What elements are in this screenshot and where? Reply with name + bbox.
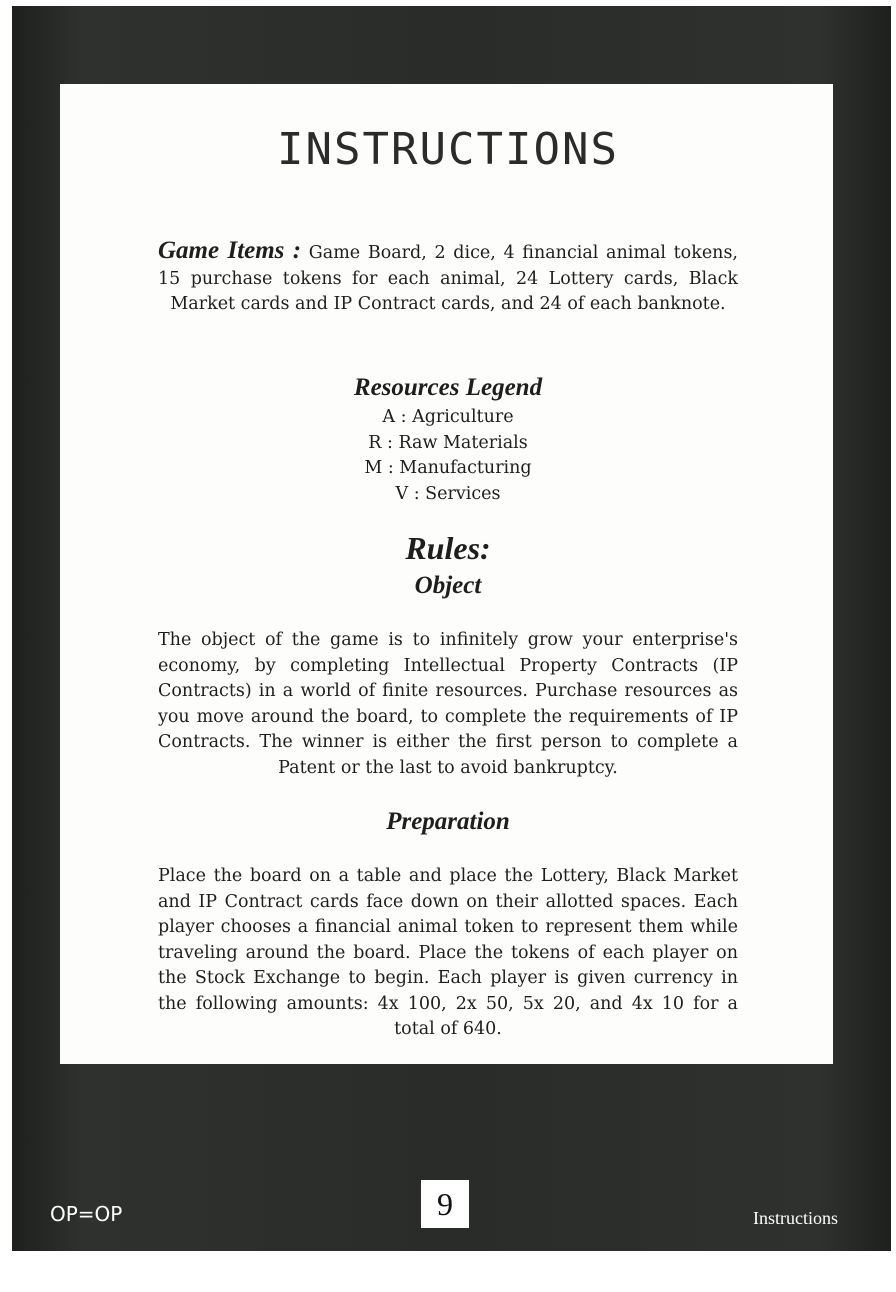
rules-heading: Rules:	[405, 530, 491, 566]
object-heading: Object	[414, 572, 482, 599]
object-text: The object of the game is to infinitely grow your enterprise's economy, by completing Intellectual Property Contracts (IP Contracts) in a world of finite resources. Purchase resources as you move around the board, to complete the requirements of IP Contracts. The winner is either the first person to complete a Patent or the last to avoid bankruptcy.	[158, 630, 738, 778]
resources-legend	[0, 374, 896, 507]
page-title: INSTRUCTIONS	[277, 124, 619, 175]
legend-item-raw-materials: R : Raw Materials	[368, 432, 528, 453]
game-items-text: Game Board, 2 dice, 4 financial animal tokens, 15 purchase tokens for each animal, 24 Lottery cards, Black Market cards and IP Contract cards, and 24 of each banknote.	[158, 243, 738, 314]
legend-item-services: V : Services	[395, 483, 501, 504]
footer-brand: OP=OP	[50, 1202, 123, 1226]
legend-item-agriculture: A : Agriculture	[382, 407, 514, 427]
object-section	[158, 628, 738, 781]
game-items-section	[158, 238, 738, 318]
page-number: 9	[421, 1180, 469, 1228]
preparation-text: Place the board on a table and place the Lottery, Black Market and IP Contract cards face down on their allotted spaces. Each player chooses a financial animal token to represent them while traveling around the board. Place the tokens of each player on the Stock Exchange to begin. Each player is given currency in the following amounts: 4x 100, 2x 50, 5x 20, and 4x 10 for a total of 640.	[158, 866, 738, 1039]
preparation-section	[158, 864, 738, 1043]
resources-legend-heading: Resources Legend	[353, 374, 543, 401]
footer-section-label: Instructions	[753, 1208, 838, 1228]
legend-item-manufacturing: M : Manufacturing	[364, 458, 532, 478]
preparation-heading: Preparation	[386, 808, 510, 835]
game-items-heading: Game Items :	[158, 237, 302, 264]
